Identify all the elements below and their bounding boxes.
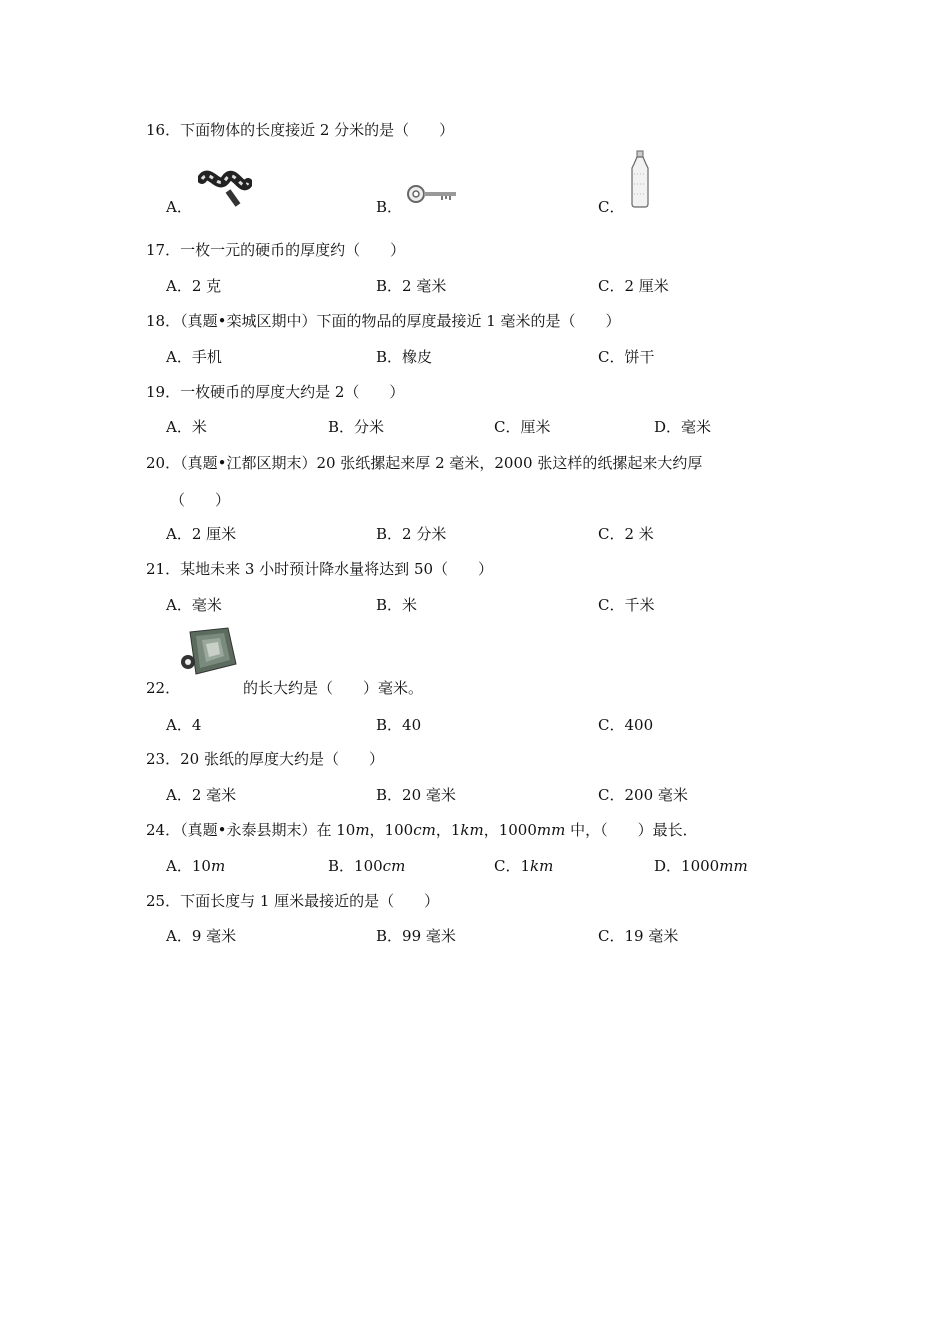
option-b: B．米 [376, 596, 418, 614]
option-a: A．毫米 [166, 596, 222, 614]
option-b: B．橡皮 [376, 348, 433, 366]
question-text: 下面物体的长度接近 2 分米的是（ ） [180, 121, 455, 139]
question-number: 25． [146, 892, 181, 910]
question-number: 16． [146, 121, 181, 139]
key-icon [406, 183, 460, 205]
question-text: 一枚硬币的厚度大约是 2（ ） [180, 383, 405, 401]
option-c: C．1km [494, 857, 554, 875]
option-a: A．10m [166, 857, 226, 875]
option-d: D．1000mm [654, 857, 748, 875]
question-text: 20 张纸的厚度大约是（ ） [180, 750, 384, 768]
question-number: 23． [146, 750, 181, 768]
question-text: （真题•江都区期末）20 张纸摞起来厚 2 毫米，2000 张这样的纸摞起来大约厚 [180, 454, 703, 472]
option-c: C．厘米 [494, 418, 551, 436]
option-b: B．99 毫米 [376, 927, 456, 945]
question-number: 20． [146, 454, 181, 472]
question-20-blank: （ ） [170, 491, 231, 509]
question-number: 19． [146, 383, 181, 401]
question-19 [146, 381, 404, 402]
option-b: B． [376, 198, 403, 216]
option-b: B．分米 [328, 418, 385, 436]
option-d: D．毫米 [654, 418, 712, 436]
pencil-sharpener-icon [176, 624, 238, 686]
question-text: 某地未来 3 小时预计降水量将达到 50（ ） [180, 560, 494, 578]
ribbon-icon [198, 165, 252, 207]
option-c: C．2 厘米 [598, 277, 669, 295]
question-text: 一枚一元的硬币的厚度约（ ） [180, 241, 406, 259]
question-number: 21． [146, 560, 181, 578]
question-22 [146, 677, 180, 698]
option-b: B．20 毫米 [376, 786, 456, 804]
option-a: A．4 [166, 716, 202, 734]
option-b: B．2 毫米 [376, 277, 447, 295]
option-c: C．2 米 [598, 525, 654, 543]
question-text: 下面长度与 1 厘米最接近的是（ ） [180, 892, 440, 910]
option-c: C． [598, 198, 625, 216]
option-b: B．40 [376, 716, 422, 734]
option-a: A．2 厘米 [166, 525, 237, 543]
question-17 [146, 239, 405, 260]
option-b: B．2 分米 [376, 525, 447, 543]
question-21 [146, 558, 493, 579]
bottle-icon [628, 150, 652, 208]
question-text: 的长大约是（ ）毫米。 [243, 679, 424, 697]
option-a: A．手机 [166, 348, 222, 366]
question-18 [146, 310, 621, 331]
option-a: A．米 [166, 418, 207, 436]
option-c: C．饼干 [598, 348, 655, 366]
question-text: （真题•栾城区期中）下面的物品的厚度最接近 1 毫米的是（ ） [180, 312, 621, 330]
option-a: A． [166, 198, 192, 216]
option-c: C．200 毫米 [598, 786, 688, 804]
option-c: C．千米 [598, 596, 655, 614]
question-24: 24．（真题•永泰县期末）在 10m，100cm，1km，1000mm 中，（ ）最长． [146, 821, 698, 839]
question-number: 22． [146, 679, 181, 697]
option-c: C．19 毫米 [598, 927, 679, 945]
question-20 [146, 452, 702, 473]
question-number: 17． [146, 241, 181, 259]
question-25 [146, 890, 439, 911]
option-a: A．9 毫米 [166, 927, 237, 945]
question-16 [146, 119, 454, 140]
option-a: A．2 克 [166, 277, 222, 295]
option-b: B．100cm [328, 857, 406, 875]
option-c: C．400 [598, 716, 654, 734]
option-a: A．2 毫米 [166, 786, 237, 804]
question-number: 24． [146, 821, 181, 839]
question-number: 18． [146, 312, 181, 330]
question-23 [146, 748, 384, 769]
